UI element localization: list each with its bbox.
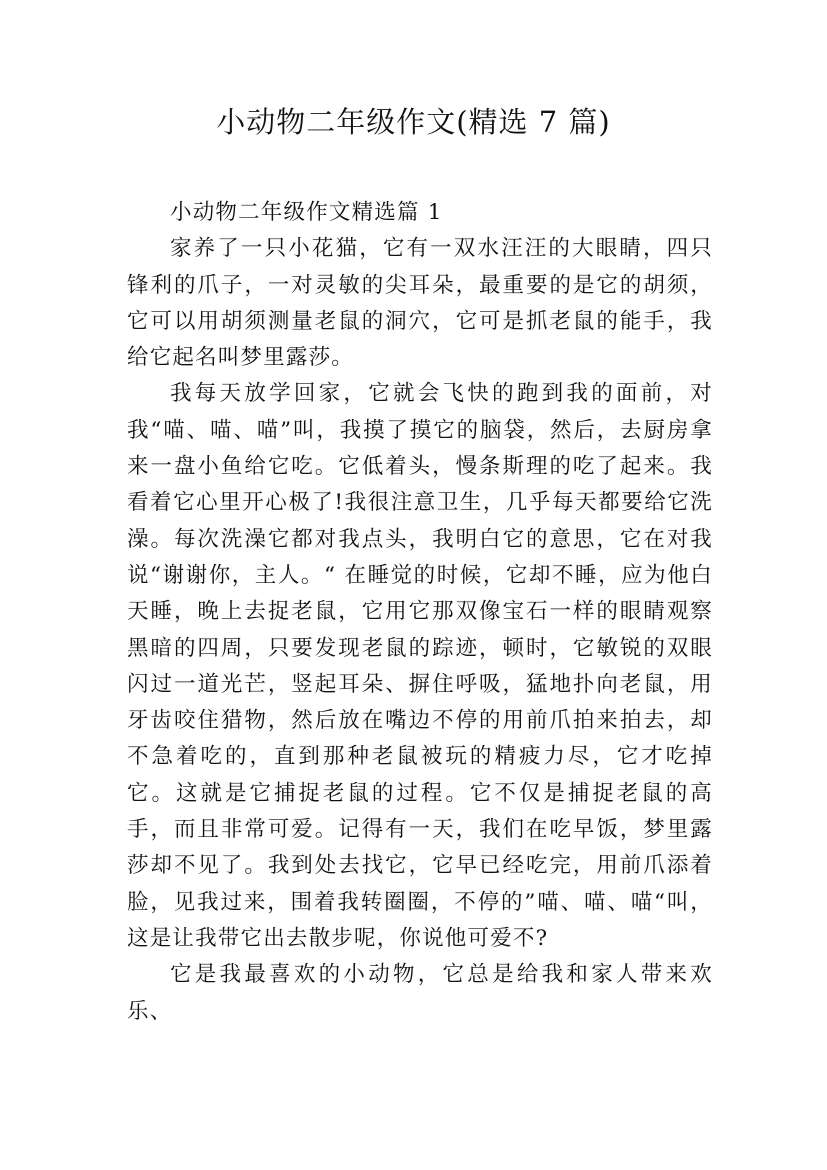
- section-heading: 小动物二年级作文精选篇 1: [170, 200, 443, 225]
- document-body: [127, 195, 713, 1030]
- paragraph-2: 我每天放学回家，它就会飞快的跑到我的面前，对我“喵、喵、喵”叫，我摸了摸它的脑袋，然后，去厨房拿来一盘小鱼给它吃。它低着头，慢条斯理的吃了起来。我看着它心里开心极了!我很注意卫生，几乎每天都要给它洗澡。每次洗澡它都对我点头，我明白它的意思，它在对我说“谢谢你，主人。“ 在睡觉的时候，它却不睡，应为他白天睡，晚上去捉老鼠，它用它那双像宝石一样的眼睛观察黑暗的四周，只要发现老鼠的踪迹，顿时，它敏锐的双眼闪过一道光芒，竖起耳朵、摒住呼吸，猛地扑向老鼠，用牙齿咬住猎物，然后放在嘴边不停的用前爪拍来拍去，却不急着吃的，直到那种老鼠被玩的精疲力尽，它才吃掉它。这就是它捕捉老鼠的过程。它不仅是捕捉老鼠的高手，而且非常可爱。记得有一天，我们在吃早饭，梦里露莎却不见了。我到处去找它，它早已经吃完，用前爪添着脸，见我过来，围着我转圈圈，不停的”喵、喵、喵“叫，这是让我带它出去散步呢，你说他可爱不?: [127, 381, 713, 951]
- document-title: 小动物二年级作文(精选 7 篇): [216, 105, 611, 139]
- paragraph-3: 它是我最喜欢的小动物，它总是给我和家人带来欢乐、: [127, 962, 713, 1024]
- paragraph-1: 家养了一只小花猫，它有一双水汪汪的大眼睛，四只锋利的爪子，一对灵敏的尖耳朵，最重要的是它的胡须，它可以用胡须测量老鼠的洞穴，它可是抓老鼠的能手，我给它起名叫梦里露莎。: [127, 236, 713, 371]
